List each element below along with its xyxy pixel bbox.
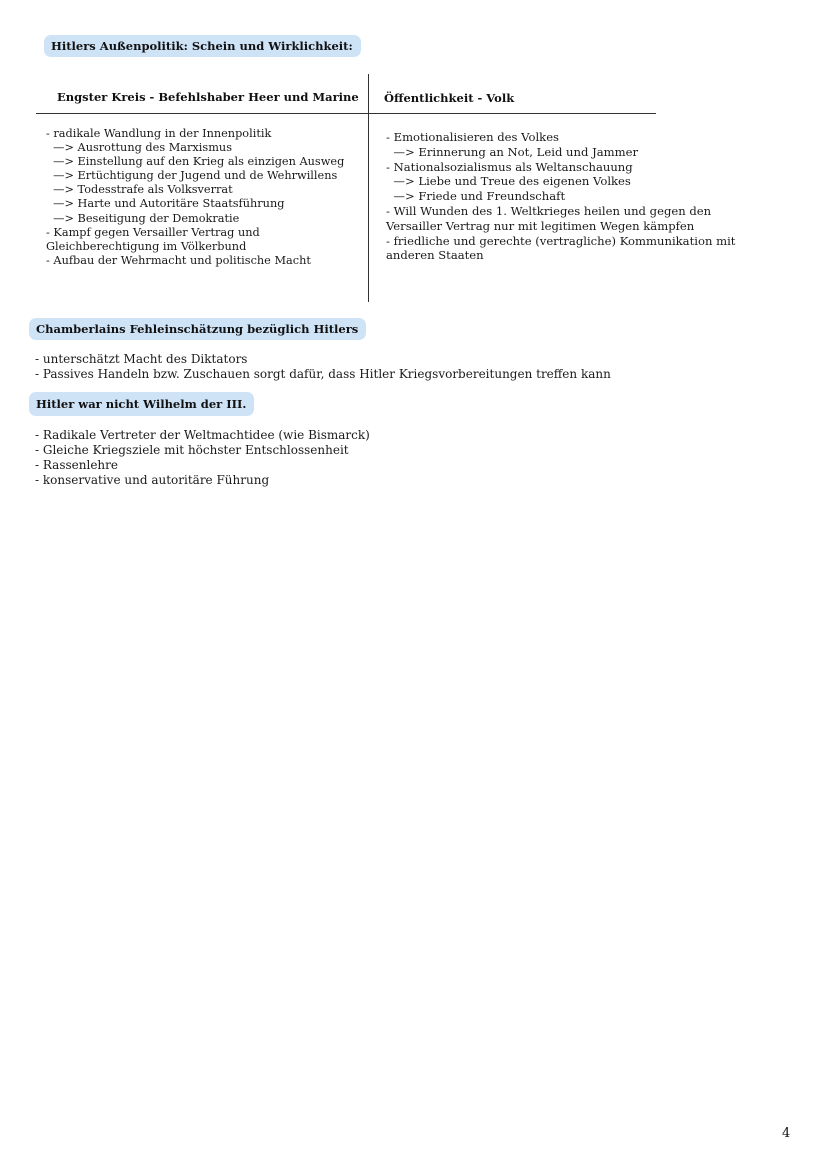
table-header-engster-kreis: Engster Kreis - Befehlshaber Heer und Marine [57, 90, 359, 104]
list-item: - Emotionalisieren des Volkes [386, 130, 560, 144]
section-wilhelm-list [35, 428, 370, 488]
list-item: - Kampf gegen Versailler Vertrag und [46, 225, 260, 239]
list-item: - Gleiche Kriegsziele mit höchster Entschlossenheit [35, 443, 349, 458]
table-header-rule [36, 113, 656, 114]
section-heading-aussenpolitik: Hitlers Außenpolitik: Schein und Wirklichkeit: [44, 35, 361, 57]
list-item: - Radikale Vertreter der Weltmachtidee (wie Bismarck) [35, 428, 370, 442]
list-item: —> Erinnerung an Not, Leid und Jammer [386, 144, 639, 159]
table-header-oeffentlichkeit: Öffentlichkeit - Volk [384, 91, 515, 105]
table-column-right-list [386, 130, 735, 263]
table-column-left-list [46, 127, 344, 268]
list-item: —> Ertüchtigung der Jugend und de Wehrwillens [46, 169, 338, 183]
list-item: - unterschätzt Macht des Diktators [35, 352, 248, 366]
list-item: —> Friede und Freundschaft [386, 189, 566, 204]
list-item: —> Einstellung auf den Krieg als einzigen Ausweg [46, 155, 345, 169]
list-item: - Passives Handeln bzw. Zuschauen sorgt dafür, dass Hitler Kriegsvorbereitungen treffen kann [35, 367, 611, 382]
list-item: - Will Wunden des 1. Weltkrieges heilen und gegen den [386, 203, 712, 218]
section-chamberlain-list [35, 352, 611, 382]
list-item: Versailler Vertrag nur mit legitimen Wegen kämpfen [386, 218, 695, 233]
list-item: —> Todesstrafe als Volksverrat [46, 183, 233, 197]
list-item: —> Beseitigung der Demokratie [46, 211, 240, 225]
list-item: - Aufbau der Wehrmacht und politische Macht [46, 253, 311, 267]
list-item: Gleichberechtigung im Völkerbund [46, 239, 247, 253]
list-item: —> Harte und Autoritäre Staatsführung [46, 197, 285, 211]
list-item: anderen Staaten [386, 248, 484, 263]
list-item: - radikale Wandlung in der Innenpolitik [46, 127, 272, 140]
section-heading-wilhelm: Hitler war nicht Wilhelm der III. [29, 392, 254, 416]
list-item: - friedliche und gerechte (vertragliche) Kommunikation mit [386, 233, 736, 248]
page-number: 4 [782, 1126, 791, 1141]
section-heading-chamberlain: Chamberlains Fehleinschätzung bezüglich Hitlers [29, 318, 366, 340]
list-item: - Rassenlehre [35, 458, 118, 473]
list-item: - konservative und autoritäre Führung [35, 473, 270, 488]
table-column-divider [368, 74, 369, 302]
list-item: - Nationalsozialismus als Weltanschauung [386, 159, 633, 174]
list-item: —> Liebe und Treue des eigenen Volkes [386, 174, 631, 189]
list-item: —> Ausrottung des Marxismus [46, 141, 232, 155]
